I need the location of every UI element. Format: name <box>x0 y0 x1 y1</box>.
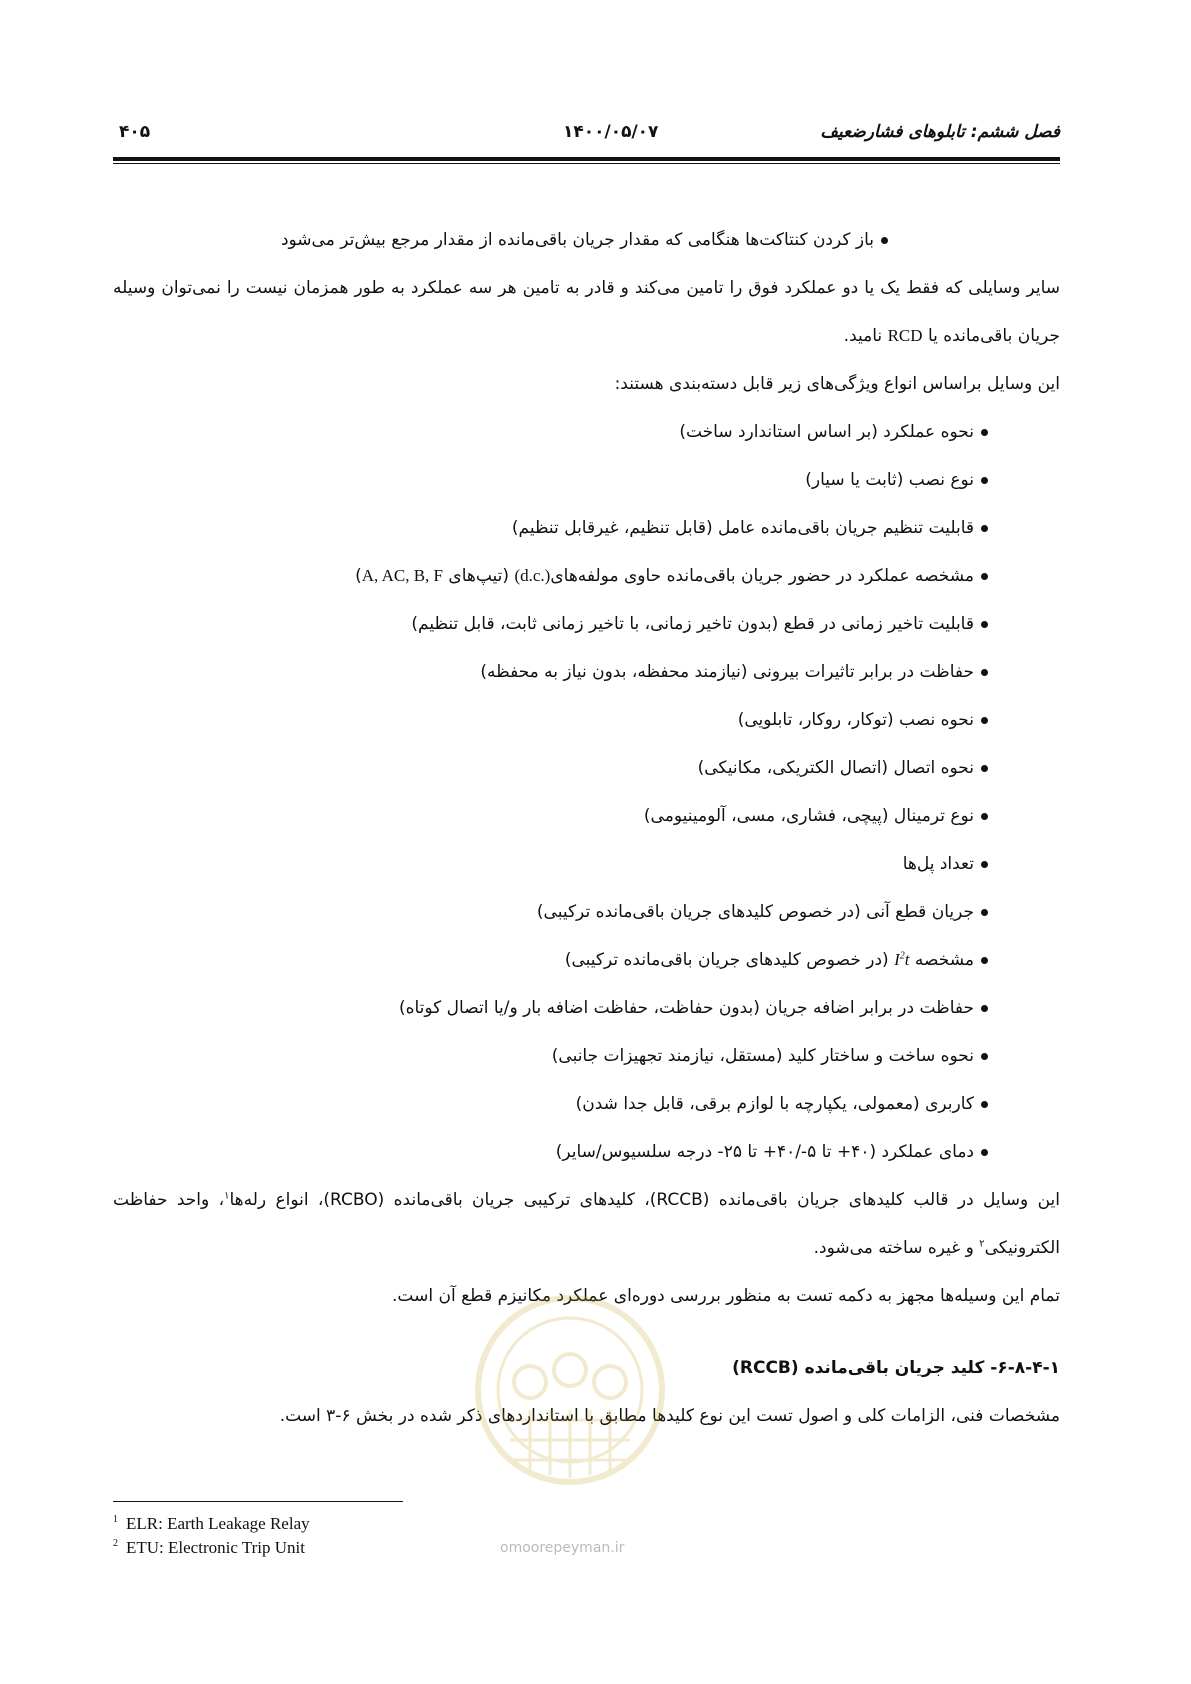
list-item: قابلیت تاخیر زمانی در قطع (بدون تاخیر زمانی، با تاخیر زمانی ثابت، قابل تنظیم) <box>113 600 1060 648</box>
list-item: نحوه عملکرد (بر اساس استاندارد ساخت) <box>113 408 1060 456</box>
item4-text-c: ) <box>355 566 362 586</box>
math-base: I <box>894 950 900 969</box>
item4-types: A, AC, B, F <box>361 566 443 585</box>
item4-text-a: مشخصه عملکرد در حضور جریان باقی‌مانده حاوی مولفه‌های <box>550 566 974 586</box>
para1-text-a: سایر وسایلی که فقط یک یا دو عملکرد فوق را تامین می‌کند و قادر به تامین هر سه عملکرد به طور همزمان نیست را نمی‌توان وسیله جریان باقی‌مانده یا <box>113 278 1060 346</box>
chapter-title: فصل ششم: تابلوهای فشارضعیف <box>820 122 1060 142</box>
watermark-site: omoorepeyman.ir <box>500 1540 625 1556</box>
header-rule-thick <box>113 157 1060 161</box>
page-body <box>113 216 1060 1440</box>
paragraph-1 <box>113 264 1060 360</box>
para1-rcd: RCD <box>887 326 923 345</box>
list-item: کاربری (معمولی، یکپارچه با لوازم برقی، قابل جدا شدن) <box>113 1080 1060 1128</box>
list-item: نحوه ساخت و ساختار کلید (مستقل، نیازمند تجهیزات جانبی) <box>113 1032 1060 1080</box>
list-item <box>113 936 1060 984</box>
list-item: نوع نصب (ثابت یا سیار) <box>113 456 1060 504</box>
math-t: t <box>904 950 910 969</box>
paragraph-3 <box>113 1176 1060 1272</box>
item4-text-b: (تیپ‌های <box>448 566 510 586</box>
footnote <box>113 1512 310 1536</box>
footnote-ref-2: ۲ <box>979 1238 985 1250</box>
intro-bullet: باز کردن کنتاکت‌ها هنگامی که مقدار جریان باقی‌مانده از مقدار مرجع بیش‌تر می‌شود <box>113 216 1060 264</box>
section-heading: ۶-۸-۴-۱- کلید جریان باقی‌مانده (RCCB) <box>732 1358 1060 1378</box>
footnote-text: ETU: Electronic Trip Unit <box>126 1538 305 1557</box>
list-item: جریان قطع آنی (در خصوص کلیدهای جریان باقی‌مانده ترکیبی) <box>113 888 1060 936</box>
item12-text-b: (در خصوص کلیدهای جریان باقی‌مانده ترکیبی) <box>564 950 889 970</box>
feature-list <box>113 408 1060 1176</box>
math-sup: 2 <box>899 950 905 962</box>
header-rule-thin <box>113 163 1060 164</box>
header-date: ۱۴۰۰/۰۵/۰۷ <box>563 122 659 142</box>
item4-dc: (d.c.) <box>514 566 551 585</box>
list-item: نحوه نصب (توکار، روکار، تابلویی) <box>113 696 1060 744</box>
footnote-rule <box>113 1501 403 1502</box>
list-item: حفاظت در برابر اضافه جریان (بدون حفاظت، حفاظت اضافه بار و/یا اتصال کوتاه) <box>113 984 1060 1032</box>
item12-text-a: مشخصه <box>914 950 974 970</box>
list-item: قابلیت تنظیم جریان باقی‌مانده عامل (قابل تنظیم، غیرقابل تنظیم) <box>113 504 1060 552</box>
para3-text-b: ، واحد حفاظت الکترونیکی <box>113 1190 1060 1258</box>
para3-text-c: و غیره ساخته می‌شود. <box>813 1238 974 1258</box>
paragraph-5: مشخصات فنی، الزامات کلی و اصول تست این نوع کلیدها مطابق با استانداردهای ذکر شده در بخش ۶-۳ است. <box>279 1406 1060 1426</box>
para1-text-b: نامید. <box>843 326 883 346</box>
footnote-number: 2 <box>113 1538 118 1550</box>
list-item <box>113 552 1060 600</box>
list-item: نوع ترمینال (پیچی، فشاری، مسی، آلومینیومی) <box>113 792 1060 840</box>
list-item: دمای عملکرد (۴۰+ تا ۵-/۴۰+ تا ۲۵- درجه سلسیوس/سایر) <box>113 1128 1060 1176</box>
footnote-text: ELR: Earth Leakage Relay <box>126 1514 310 1533</box>
footnote-number: 1 <box>113 1514 118 1526</box>
paragraph-4: تمام این وسیله‌ها مجهز به دکمه تست به منظور بررسی دوره‌ای عملکرد مکانیزم قطع آن است. <box>392 1286 1060 1306</box>
seal-logo-icon <box>470 1290 670 1510</box>
page-header <box>113 118 1060 146</box>
footnote-ref-1: ۱ <box>224 1190 230 1202</box>
footnote <box>113 1536 310 1560</box>
footnotes <box>113 1512 310 1560</box>
page-number: ۴۰۵ <box>119 122 151 142</box>
list-item: نحوه اتصال (اتصال الکتریکی، مکانیکی) <box>113 744 1060 792</box>
item12-math <box>894 950 909 969</box>
para3-text-a: این وسایل در قالب کلیدهای جریان باقی‌مانده (RCCB)، کلیدهای ترکیبی جریان باقی‌مانده (RCBO)، انواع رله‌ها <box>229 1190 1061 1210</box>
paragraph-2: این وسایل براساس انواع ویژگی‌های زیر قابل دسته‌بندی هستند: <box>614 374 1060 394</box>
list-item: تعداد پل‌ها <box>113 840 1060 888</box>
list-item: حفاظت در برابر تاثیرات بیرونی (نیازمند محفظه، بدون نیاز به محفظه) <box>113 648 1060 696</box>
